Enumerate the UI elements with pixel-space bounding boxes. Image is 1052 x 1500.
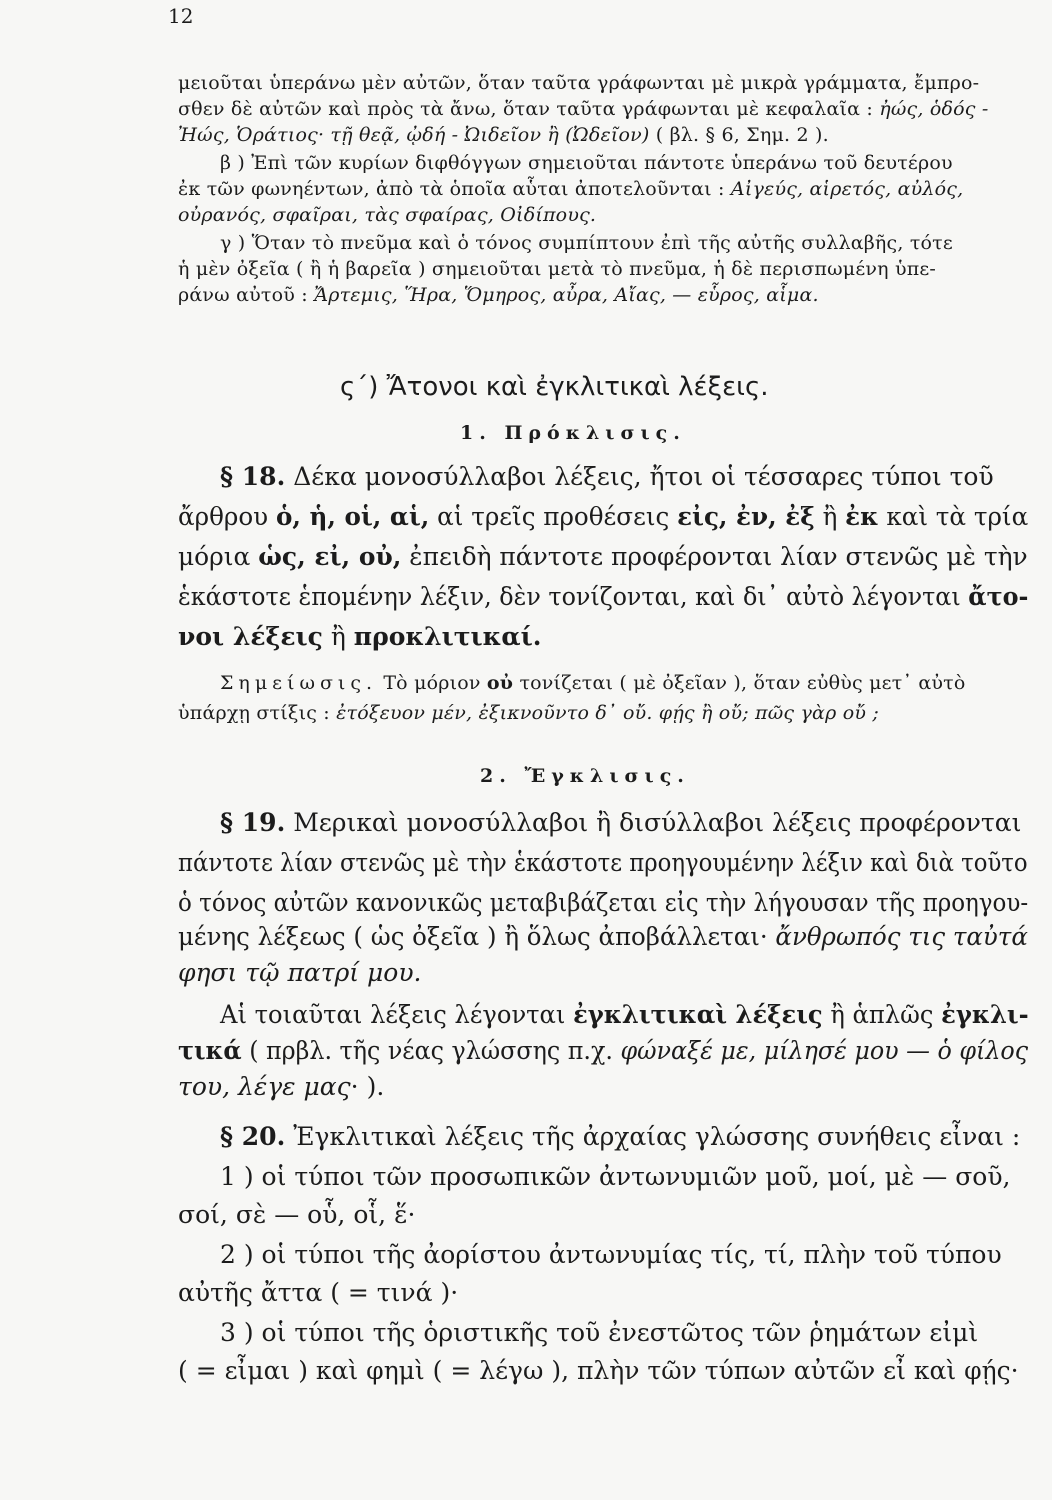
list-item: 1 ) οἱ τύποι τῶν προσωπικῶν ἀντωνυμιῶν μοῦ, μοί, μὲ — σοῦ, [220,1162,1011,1191]
text-line: μόρια ὡς, εἰ, οὐ, ἐπειδὴ πάντοτε προφέρονται λίαν στενῶς μὲ τὴν [178,542,1028,571]
text-line: οὐρανός, σφαῖραι, τὰς σφαίρας, Οἰδίπους. [178,204,597,226]
text-line: § 20. Ἐγκλιτικαὶ λέξεις τῆς ἀρχαίας γλώσσης συνήθεις εἶναι : [220,1122,1021,1151]
note-line: ὑπάρχῃ στίξις : ἐτόξευον μέν, ἐξικνοῦντο δ᾽ οὔ. φῄς ἢ οὔ; πῶς γὰρ οὔ ; [178,702,879,724]
paragraph-mark: § 18. [220,462,286,491]
text-line: γ ) Ὅταν τὸ πνεῦμα καὶ ὁ τόνος συμπίπτουν ἐπὶ τῆς αὐτῆς συλλαβῆς, τότε [220,232,953,254]
paragraph-mark: § 20. [220,1122,286,1151]
text-line: του, λέγε μας· ). [178,1072,385,1101]
text-line: πάντοτε λίαν στενῶς μὲ τὴν ἑκάστοτε προηγουμένην λέξιν καὶ διὰ τοῦτο [178,848,1028,877]
text-line: § 19. Μερικαὶ μονοσύλλαβοι ἢ δισύλλαβοι λέξεις προφέρονται [220,808,1022,837]
text-line: φησι τῷ πατρί μου. [178,958,422,987]
list-item: 3 ) οἱ τύποι τῆς ὁριστικῆς τοῦ ἐνεστῶτος τῶν ῥημάτων εἰμὶ [220,1318,979,1347]
text-line: ἄρθρου ὁ, ἡ, οἱ, αἱ, αἱ τρεῖς προθέσεις εἰς, ἐν, ἐξ ἢ ἐκ καὶ τὰ τρία [178,502,1029,531]
page-number: 12 [168,4,194,28]
text-line: μειοῦται ὑπεράνω μὲν αὐτῶν, ὅταν ταῦτα γράφωνται μὲ μικρὰ γράμματα, ἔμπρο- [178,72,980,94]
list-item: σοί, σὲ — οὗ, οἷ, ἕ· [178,1200,416,1229]
list-item: ( = εἶμαι ) καὶ φημὶ ( = λέγω ), πλὴν τῶν τύπων αὐτῶν εἶ καὶ φῄς· [178,1356,1019,1385]
text-line: σθεν δὲ αὐτῶν καὶ πρὸς τὰ ἄνω, ὅταν ταῦτα γράφωνται μὲ κεφαλαῖα : ἠώς, ὁδός - [178,98,989,120]
text-line: ὁ τόνος αὐτῶν κανονικῶς μεταβιβάζεται εἰς τὴν λήγουσαν τῆς προηγου- [178,888,1029,917]
text-line: Ἠώς, Ὁράτιος· τῇ θεᾷ, ᾠδή - Ὠιδεῖον ἢ (Ὠδεῖον) ( βλ. § 6, Σημ. 2 ). [178,124,829,146]
text-line: β ) Ἐπὶ τῶν κυρίων διφθόγγων σημειοῦται πάντοτε ὑπεράνω τοῦ δευτέρου [220,152,953,174]
text-line: Αἱ τοιαῦται λέξεις λέγονται ἐγκλιτικαὶ λέξεις ἢ ἁπλῶς ἐγκλι- [220,1000,1029,1029]
text-line: ἑκάστοτε ἑπομένην λέξιν, δὲν τονίζονται, καὶ δι᾽ αὐτὸ λέγονται ἄτο- [178,582,1029,611]
text-line: § 18. Δέκα μονοσύλλαβοι λέξεις, ἤτοι οἱ τέσσαρες τύποι τοῦ [220,462,994,491]
note-line: Σημείωσις. Τὸ μόριον οὐ τονίζεται ( μὲ ὀξεῖαν ), ὅταν εὐθὺς μετ᾽ αὐτὸ [220,672,966,694]
list-item: αὐτῆς ἄττα ( = τινά )· [178,1278,459,1307]
text-line: μένης λέξεως ( ὡς ὀξεῖα ) ἢ ὅλως ἀποβάλλεται· ἄνθρωπός τις ταὐτά [178,922,1028,951]
text-line: τικά ( πρβλ. τῆς νέας γλώσσης π.χ. φώναξέ με, μίλησέ μου — ὁ φίλος [178,1036,1029,1065]
subsection-heading: 2. Ἔγκλισις. [480,765,690,787]
text-line: ἐκ τῶν φωνηέντων, ἀπὸ τὰ ὁποῖα αὗται ἀποτελοῦνται : Αἰγεύς, αἱρετός, αὐλός, [178,178,964,200]
section-heading: ς΄) Ἄτονοι καὶ ἐγκλιτικαὶ λέξεις. [340,372,769,402]
paragraph-mark: § 19. [220,808,286,837]
text-line: ἡ μὲν ὀξεῖα ( ἢ ἡ βαρεῖα ) σημειοῦται μετὰ τὸ πνεῦμα, ἡ δὲ περισπωμένη ὑπε- [178,258,937,280]
text-line: ράνω αὐτοῦ : Ἄρτεμις, Ἥρα, Ὅμηρος, αὖρα, Αἴας, — εὗρος, αἷμα. [178,284,819,306]
subsection-heading: 1. Πρόκλισις. [460,422,686,444]
list-item: 2 ) οἱ τύποι τῆς ἀορίστου ἀντωνυμίας τίς, τί, πλὴν τοῦ τύπου [220,1240,1002,1269]
text-line: νοι λέξεις ἢ προκλιτικαί. [178,622,542,651]
